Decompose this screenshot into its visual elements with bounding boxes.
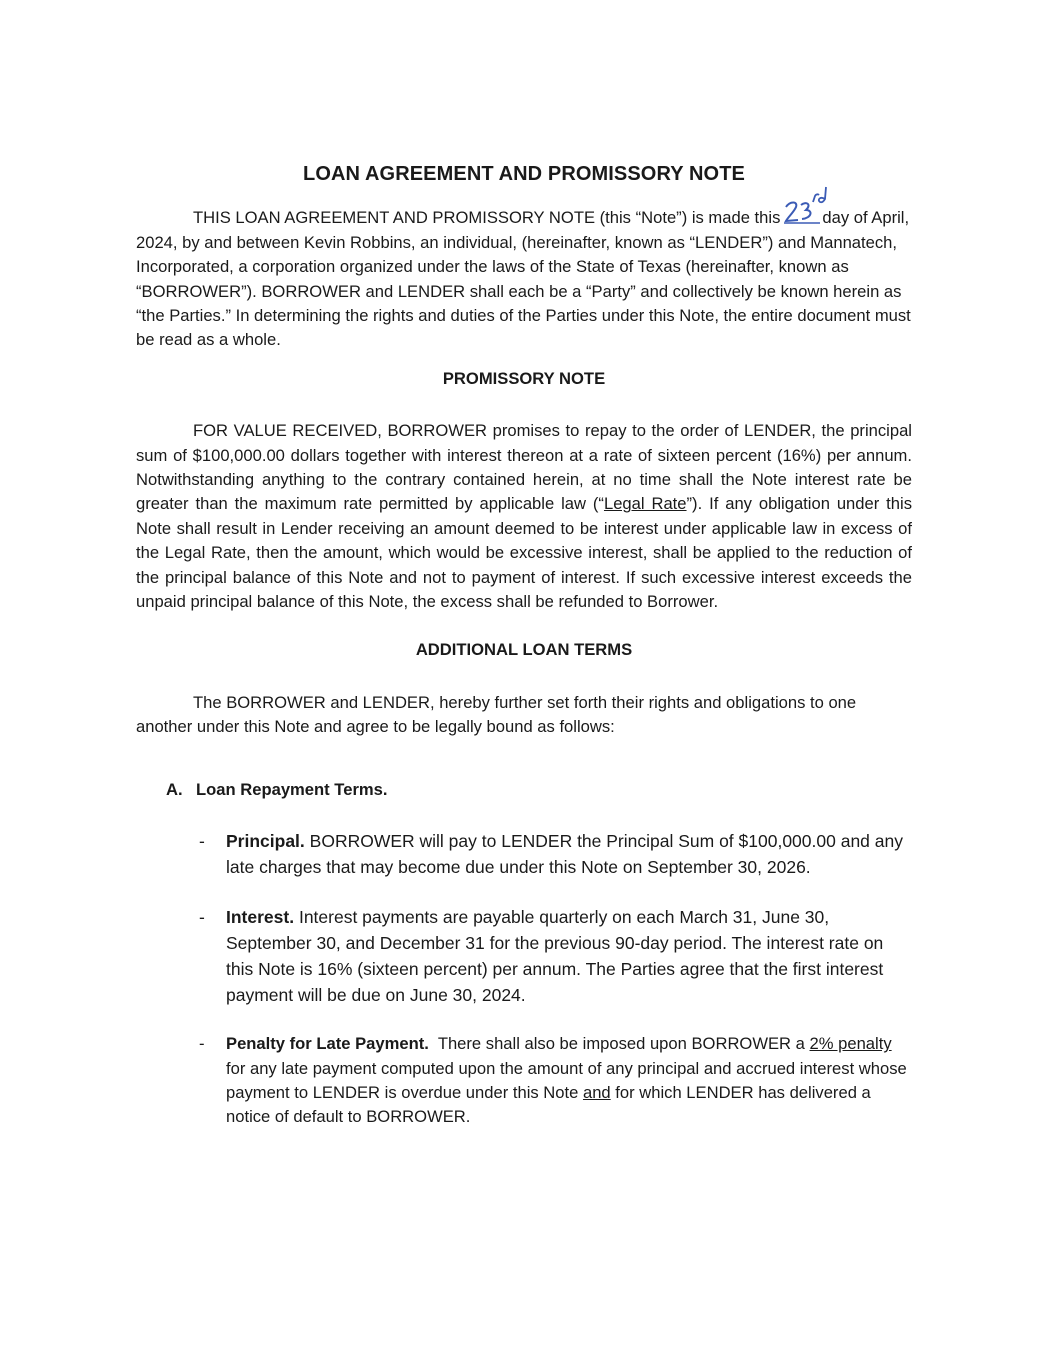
promissory-paragraph [136,419,912,614]
penalty-text-3: for which LENDER has delivered a notice of default to BORROWER. [226,1082,871,1127]
promissory-heading: PROMISSORY NOTE [442,368,606,388]
list-item-interest [136,904,912,1008]
penalty-underline-2: and [582,1082,611,1102]
handwritten-day-mark [784,185,828,225]
promissory-text-1: FOR VALUE RECEIVED, BORROWER promises to repay to the order of LENDER, the principal sum of $100,000.00 dollars together with interest thereon at a rate of sixteen percent (16%) per annum. Notwithstanding anything to the contrary contained herein, at no time shall the Note interest rate be greater than the maximum rate permitted by applicable law (“ [136,421,912,514]
interest-label: Interest. [226,907,295,928]
intro-paragraph [136,206,912,352]
interest-text: Interest payments are payable quarterly on each March 31, June 30, September 30, and December 31 for the previous 90-day period. The interest rate on this Note is 16% (sixteen percent) per annum. The Parties agree that the first interest payment will be due on June 30, 2024. [226,907,884,1006]
repayment-terms-list [136,828,912,1130]
penalty-text-1: There shall also be imposed upon BORROWER a [437,1034,805,1054]
intro-after-day: day of April, 2024, by and between Kevin Robbins, an individual, (hereinafter, known as “LENDER”) and Mannatech, Incorporated, a corporation organized under the laws of the State of Texas (hereinafter, known as “BORROWER”). BORROWER and LENDER shall each be a “Party” and collectively be known herein as “the Parties.” In determining the rights and duties of the Parties under this Note, the entire document must be read as a whole. [136,208,911,350]
list-dash: - [199,1034,205,1054]
list-dash: - [199,907,205,928]
document-body [136,162,912,1154]
principal-label: Principal. [226,831,305,852]
list-item-penalty [136,1032,912,1130]
list-item-principal [136,828,912,880]
penalty-text-2: for any late payment computed upon the amount of any principal and accrued interest whose payment to LENDER is overdue under this Note [226,1058,907,1102]
intro-before-day: THIS LOAN AGREEMENT AND PROMISSORY NOTE (this “Note”) is made this [193,208,781,228]
handwritten-day [784,207,818,223]
legal-rate-term: Legal Rate [603,494,687,514]
section-a-title: Loan Repayment Terms. [196,779,388,799]
list-dash: - [199,831,205,852]
principal-text: BORROWER will pay to LENDER the Principal Sum of $100,000.00 and any late charges that may become due under this Note on September 30, 2026. [226,831,903,878]
promissory-text-2: ”). If any obligation under this Note shall result in Lender receiving an amount deemed to be interest under applicable law in excess of the Legal Rate, then the amount, which would be excessive interest, shall be applied to the reduction of the principal balance of this Note and not to payment of interest. If such excessive interest exceeds the unpaid principal balance of this Note, the excess shall be refunded to Borrower. [136,494,912,612]
additional-terms-paragraph: The BORROWER and LENDER, hereby further set forth their rights and obligations to one another under this Note and agree to be legally bound as follows: [136,692,857,737]
penalty-label: Penalty for Late Payment. [226,1034,429,1054]
penalty-underline-1: 2% penalty [809,1034,892,1054]
section-a-letter: A. [166,779,183,799]
document-title: LOAN AGREEMENT AND PROMISSORY NOTE [303,163,745,185]
additional-terms-heading: ADDITIONAL LOAN TERMS [415,639,633,659]
section-a-heading [166,778,912,802]
